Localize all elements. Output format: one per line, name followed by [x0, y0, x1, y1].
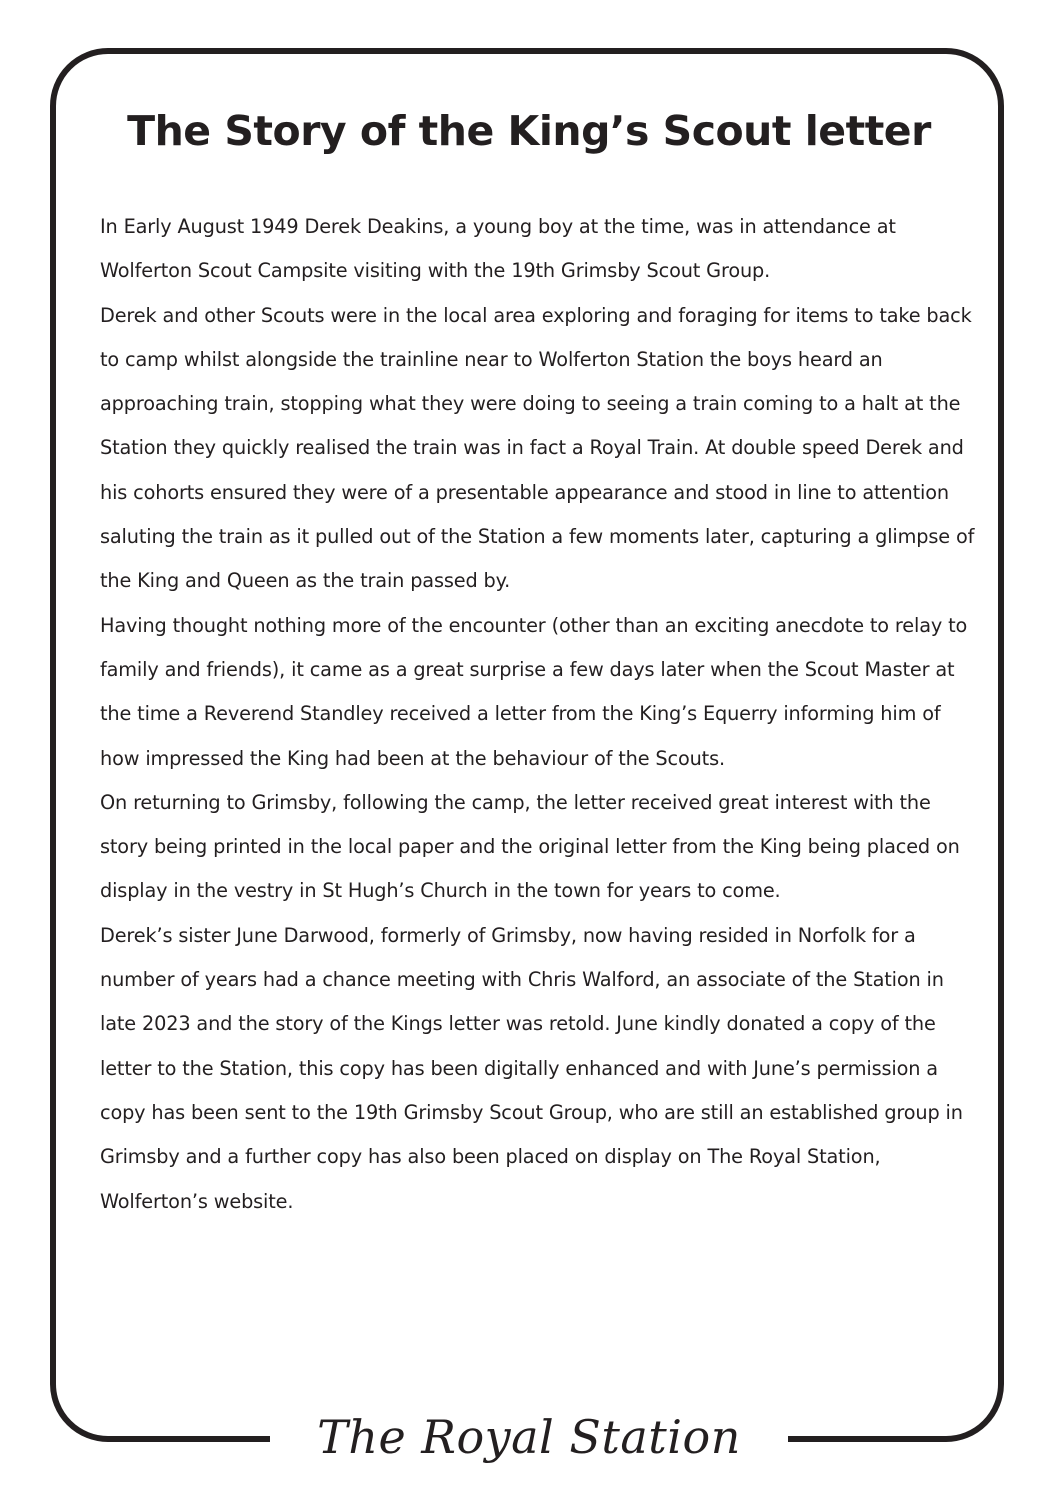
story-body — [100, 205, 975, 1224]
paragraph-royal-train: Derek and other Scouts were in the local area exploring and foraging for items to take back to camp whilst alongside the trainline near to Wolferton Station the boys heard an approaching train, stopping what they were doing to seeing a train coming to a halt at the Station they quickly realised the train was in fact a Royal Train. At double speed Derek and his cohorts ensured they were of a presentable appearance and stood in line to attention saluting the train as it pulled out of the Station a few moments later, capturing a glimpse of the King and Queen as the train passed by. — [100, 303, 975, 593]
royal-station-logo: The Royal Station — [317, 1410, 741, 1464]
paragraph-return-grimsby: On returning to Grimsby, following the camp, the letter received great interest with the story being printed in the local paper and the original letter from the King being placed on display in the vestry in St Hugh’s Church in the town for years to come. — [100, 790, 960, 903]
paragraph-june-darwood: Derek’s sister June Darwood, formerly of Grimsby, now having resided in Norfolk for a number of years had a chance meeting with Chris Walford, an associate of the Station in late 2023 and the story of the Kings letter was retold. June kindly donated a copy of the letter to the Station, this copy has been digitally enhanced and with June’s permission a copy has been sent to the 19th Grimsby Scout Group, who are still an established group in Grimsby and a further copy has also been placed on display on The Royal Station, Wolferton’s website. — [100, 923, 963, 1213]
paragraph-letter-received: Having thought nothing more of the encounter (other than an exciting anecdote to relay to family and friends), it came as a great surprise a few days later when the Scout Master at the time a Reverend Standley received a letter from the King’s Equerry informing him of how impressed the King had been at the behaviour of the Scouts. — [100, 613, 968, 770]
page-title: The Story of the King’s Scout letter — [127, 107, 931, 155]
paragraph-intro: In Early August 1949 Derek Deakins, a young boy at the time, was in attendance at Wolferton Scout Campsite visiting with the 19th Grimsby Scout Group. — [100, 215, 896, 283]
